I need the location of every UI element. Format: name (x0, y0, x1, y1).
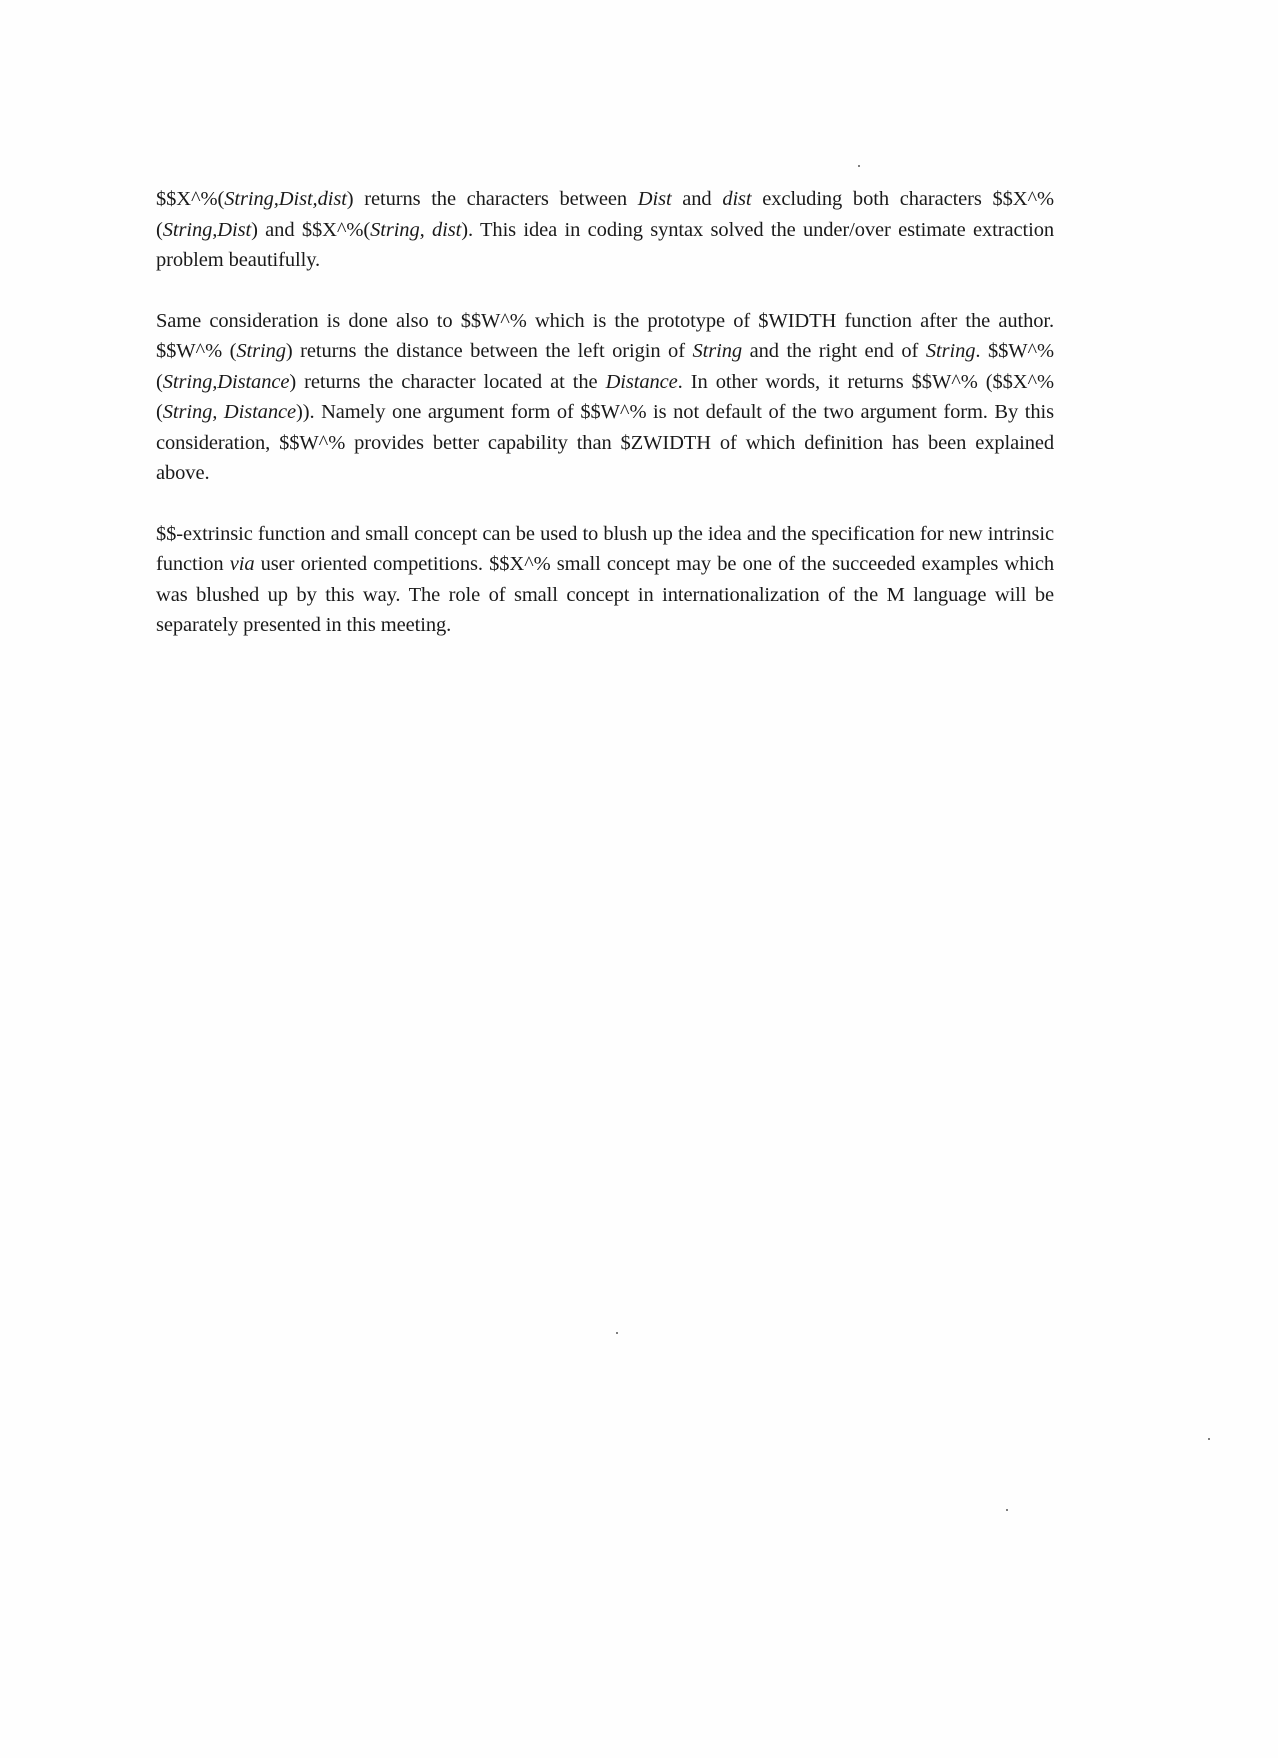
text-run: Same consideration is done also to $$W^% which is the prototype of $WIDTH function after the author. $$W^% ( (156, 309, 1054, 362)
text-run: $$X^%( (156, 188, 225, 210)
text-run: ) returns the distance between the left origin of (285, 340, 693, 362)
text-run: excluding both characters $$X^%( (156, 188, 1054, 241)
italic-text-run: String, Distance (162, 401, 296, 423)
italic-text-run: String,Dist,dist (224, 188, 347, 210)
text-run: ) and $$X^%( (251, 218, 371, 241)
italic-text-run: String,Distance (162, 370, 290, 393)
scan-speck (858, 165, 860, 167)
italic-text-run: Distance (605, 370, 678, 393)
text-run: )). Namely one argument form of $$W^% is not default of the two argument form. By this consideration, $$W^% provides better capability than $ZWIDTH of which definition has been explained above. (156, 401, 1055, 484)
italic-text-run: String, dist (370, 218, 462, 241)
paragraph (156, 519, 1054, 641)
text-run: . $$W^% ( (156, 340, 1055, 393)
italic-text-run: String,Dist (162, 218, 252, 241)
paragraph (156, 184, 1054, 276)
scan-speck (1208, 1438, 1210, 1440)
scan-speck (1006, 1509, 1008, 1511)
text-run: ). This idea in coding syntax solved the under/over estimate extraction problem beautifully. (156, 218, 1054, 271)
text-run: user oriented competitions. $$X^% small concept may be one of the succeeded examples which was blushed up by this way. The role of small concept in internationalization of the M language will be separately presented in this meeting. (156, 553, 1054, 636)
italic-text-run: String (236, 340, 286, 362)
text-run: . In other words, it returns $$W^% ($$X^%( (156, 370, 1054, 423)
italic-text-run: String (925, 340, 976, 362)
italic-text-run: via (229, 553, 255, 575)
italic-text-run: String (692, 340, 743, 362)
text-run: and the right end of (742, 340, 926, 362)
italic-text-run: dist (722, 188, 752, 210)
text-run: ) returns the character located at the (289, 370, 606, 393)
body-text (156, 184, 1054, 671)
italic-text-run: Dist (637, 188, 672, 210)
text-run: and (671, 188, 723, 210)
text-run: $$-extrinsic function and small concept can be used to blush up the idea and the specification for new intrinsic function (156, 522, 1054, 575)
text-run: ) returns the characters between (346, 188, 638, 210)
paragraph (156, 306, 1054, 489)
scan-speck (616, 1332, 618, 1334)
